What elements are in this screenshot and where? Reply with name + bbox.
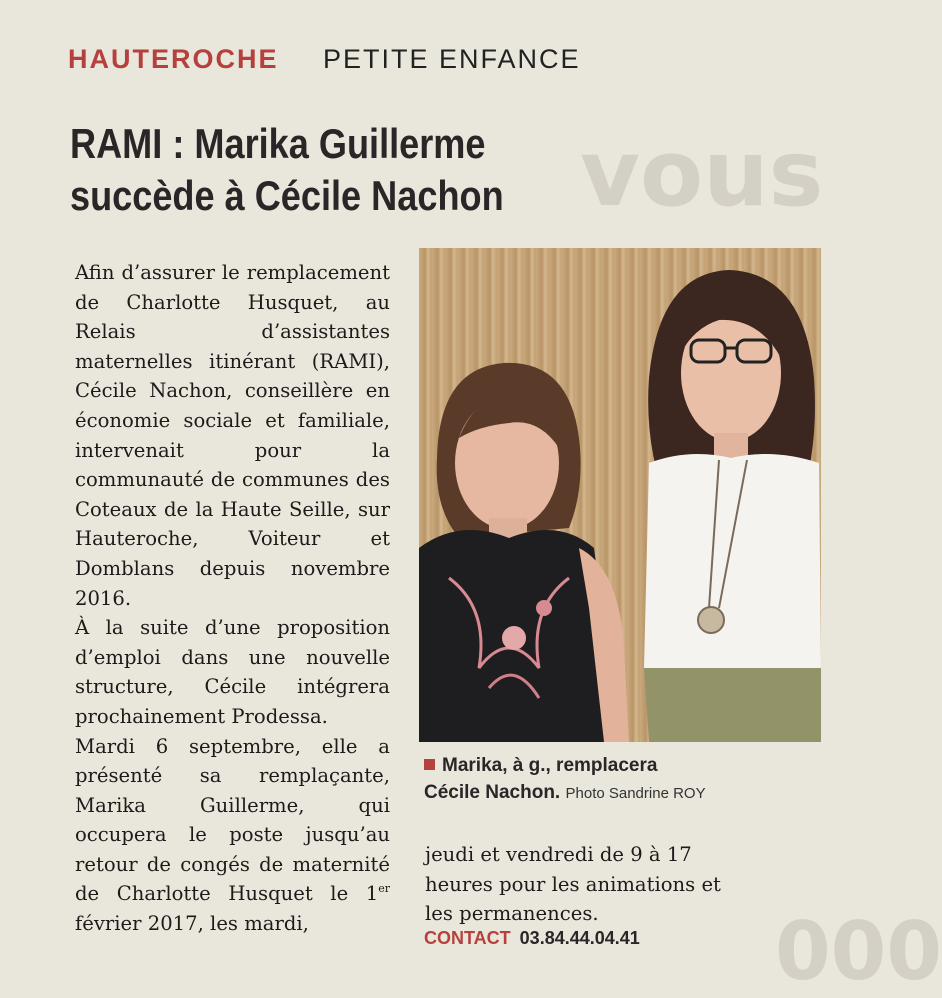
photo-caption	[424, 752, 824, 807]
paragraph	[75, 732, 390, 939]
caption-text: Cécile Nachon.	[424, 782, 561, 803]
caption-bullet-icon	[424, 759, 435, 770]
article-photo	[419, 248, 821, 742]
article-column-2	[425, 840, 755, 929]
paragraph: Afin d’assurer le remplacement de Charlotte Husquet, au Relais d’assistantes maternelles itinérant (RAMI), Cécile Nachon, conseillère en économie sociale et familiale, intervenait pour la communauté de communes des Coteaux de la Haute Seille, sur Hauteroche, Voiteur et Domblans depuis novembre 2016.	[75, 261, 390, 610]
title-line-1: RAMI : Marika Guillerme	[70, 120, 486, 167]
title-line-2: succède à Cécile Nachon	[70, 172, 504, 219]
photo-illustration	[419, 248, 821, 742]
contact-label: CONTACT	[424, 928, 511, 948]
contact-line	[424, 928, 640, 949]
contact-phone: 03.84.44.04.41	[519, 928, 640, 948]
article-column-1	[75, 258, 390, 939]
paragraph-text: Mardi 6 septembre, elle a présenté sa remplaçante, Marika Guillerme, qui occupera le poste jusqu’au retour de congés de maternité de Charlotte Husquet le 1	[75, 734, 390, 906]
ordinal-suffix: er	[378, 882, 390, 896]
photo-credit: Photo Sandrine ROY	[565, 785, 706, 802]
show-through: 000	[775, 905, 942, 998]
header-category: PETITE ENFANCE	[322, 44, 581, 74]
paragraph: À la suite d’une proposition d’emploi dans une nouvelle structure, Cécile intégrera prochainement Prodessa.	[75, 616, 390, 728]
caption-text: Marika, à g., remplacera	[442, 755, 658, 776]
paragraph-text: février 2017, les mardi,	[75, 912, 309, 936]
show-through: vous	[580, 120, 824, 227]
section-header	[68, 44, 581, 80]
caption-line-1	[424, 752, 824, 779]
caption-line-2	[424, 779, 824, 807]
article-title	[70, 118, 586, 222]
paragraph: jeudi et vendredi de 9 à 17 heures pour les animations et les permanences.	[425, 843, 721, 926]
header-location: HAUTEROCHE	[68, 44, 279, 74]
